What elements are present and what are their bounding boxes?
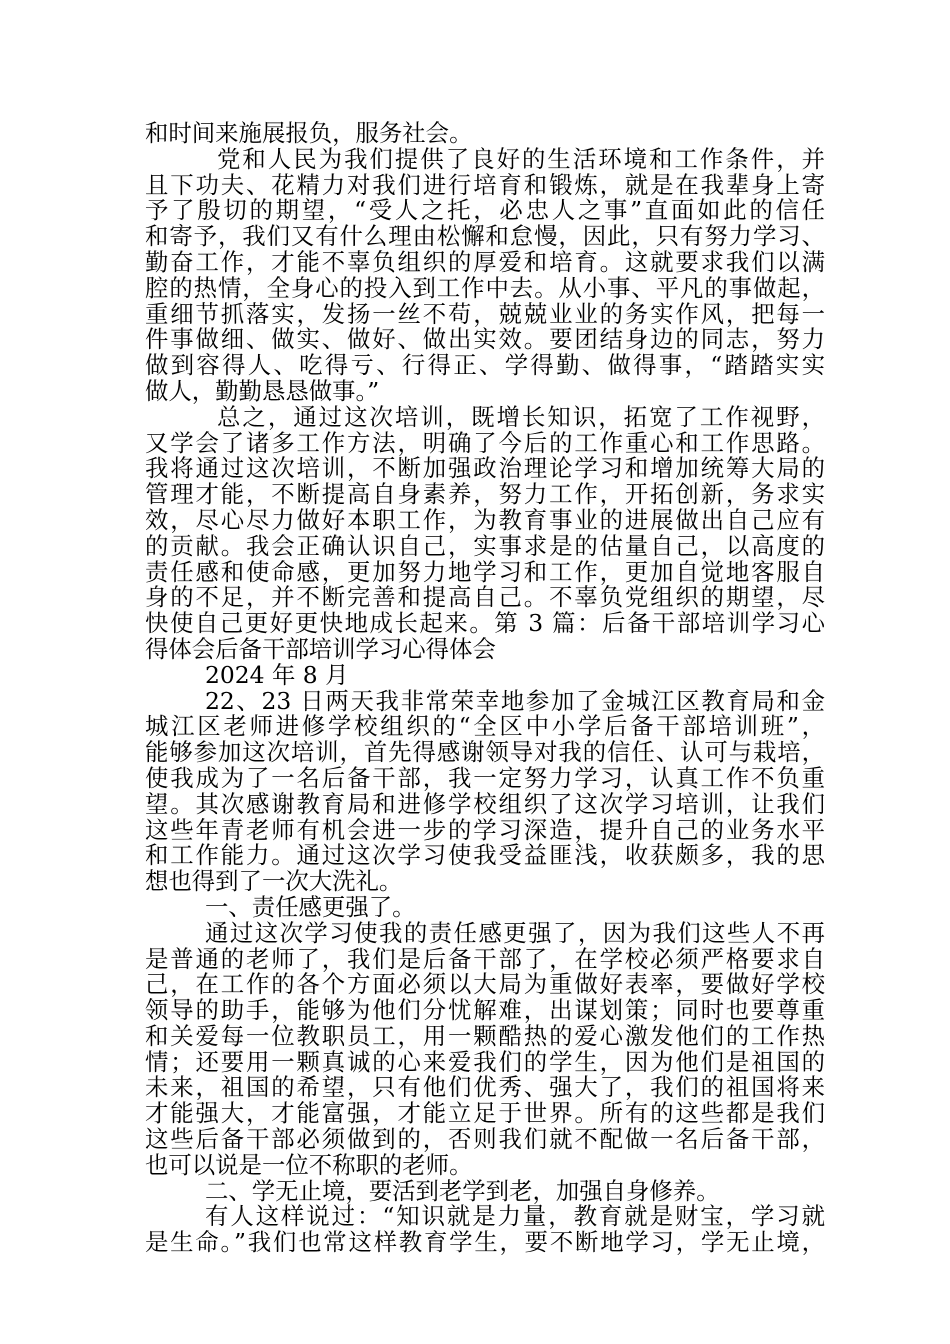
- text-line: 予了殷切的期望，“受人之托，必忠人之事”直面如此的信任: [145, 196, 825, 225]
- text-line: 快使自己更好更快地成长起来。第 3 篇：后备干部培训学习心: [145, 609, 825, 638]
- text-line: 重细节抓落实，发扬一丝不苟，兢兢业业的务实作风，把每一: [145, 299, 825, 328]
- text-line: 是生命。”我们也常这样教育学生，要不断地学习，学无止境，: [145, 1228, 825, 1257]
- text-line: 二、学无止境，要活到老学到老，加强自身修养。: [205, 1176, 720, 1205]
- text-line: 我将通过这次培训，不断加强政治理论学习和增加统筹大局的: [145, 454, 825, 483]
- text-line: 才能强大，才能富强，才能立足于世界。所有的这些都是我们: [145, 1099, 825, 1128]
- text-line: 这些后备干部必须做到的，否则我们就不配做一名后备干部，: [145, 1125, 825, 1154]
- text-line: 身的不足，并不断完善和提高自己。不辜负党组织的期望，尽: [145, 583, 825, 612]
- text-line: 管理才能，不断提高自身素养，努力工作，开拓创新，务求实: [145, 480, 825, 509]
- text-line: 效，尽心尽力做好本职工作，为教育事业的进展做出自己应有: [145, 505, 825, 534]
- text-line: 一、责任感更强了。: [205, 892, 416, 921]
- text-line: 和寄予，我们又有什么理由松懈和怠慢，因此，只有努力学习、: [145, 222, 825, 251]
- document-body: [145, 121, 825, 1256]
- text-line: 得体会后备干部培训学习心得体会: [145, 634, 496, 663]
- text-line: 责任感和使命感，更加努力地学习和工作，更加自觉地客服自: [145, 557, 825, 586]
- text-line: 做到容得人、吃得亏、行得正、学得勤、做得事，“踏踏实实: [145, 351, 825, 380]
- text-line: 使我成为了一名后备干部，我一定努力学习，认真工作不负重: [145, 763, 825, 792]
- text-line: 2024 年 8 月: [205, 660, 349, 689]
- text-line: 城江区老师进修学校组织的“全区中小学后备干部培训班”，: [145, 712, 825, 741]
- text-line: 未来，祖国的希望，只有他们优秀、强大了，我们的祖国将来: [145, 1073, 825, 1102]
- text-line: 总之，通过这次培训，既增长知识，拓宽了工作视野，: [217, 402, 825, 431]
- text-line: 做人，勤勤恳恳做事。”: [145, 376, 380, 405]
- text-line: 是普通的老师了，我们是后备干部了，在学校必须严格要求自: [145, 944, 825, 973]
- text-line: 领导的助手，能够为他们分忧解难，出谋划策；同时也要尊重: [145, 996, 825, 1025]
- text-line: 又学会了诸多工作方法，明确了今后的工作重心和工作思路。: [145, 428, 825, 457]
- text-line: 且下功夫、花精力对我们进行培育和锻炼，就是在我辈身上寄: [145, 170, 825, 199]
- text-line: 望。其次感谢教育局和进修学校组织了这次学习培训，让我们: [145, 789, 825, 818]
- text-line: 己，在工作的各个方面必须以大局为重做好表率，要做好学校: [145, 970, 825, 999]
- text-line: 情；还要用一颗真诚的心来爱我们的学生，因为他们是祖国的: [145, 1047, 825, 1076]
- text-line: 和关爱每一位教职员工，用一颗酷热的爱心激发他们的工作热: [145, 1021, 825, 1050]
- text-line: 22、23 日两天我非常荣幸地参加了金城江区教育局和金: [205, 686, 825, 715]
- text-line: 能够参加这次培训，首先得感谢领导对我的信任、认可与栽培，: [145, 738, 825, 767]
- text-line: 件事做细、做实、做好、做出实效。要团结身边的同志，努力: [145, 325, 825, 354]
- text-line: 也可以说是一位不称职的老师。: [145, 1150, 473, 1179]
- text-line: 这些年青老师有机会进一步的学习深造，提升自己的业务水平: [145, 815, 825, 844]
- text-line: 想也得到了一次大洗礼。: [145, 867, 403, 896]
- text-line: 的贡献。我会正确认识自己，实事求是的估量自己，以高度的: [145, 531, 825, 560]
- text-line: 勤奋工作，才能不辜负组织的厚爱和培育。这就要求我们以满: [145, 247, 825, 276]
- text-line: 通过这次学习使我的责任感更强了，因为我们这些人不再: [205, 918, 825, 947]
- text-line: 有人这样说过：“知识就是力量，教育就是财宝，学习就: [205, 1202, 825, 1231]
- text-line: 党和人民为我们提供了良好的生活环境和工作条件，并: [217, 144, 825, 173]
- text-line: 腔的热情，全身心的投入到工作中去。从小事、平凡的事做起，: [145, 273, 825, 302]
- text-line: 和时间来施展报负，服务社会。: [145, 119, 473, 147]
- text-line: 和工作能力。通过这次学习使我受益匪浅，收获颇多，我的思: [145, 841, 825, 870]
